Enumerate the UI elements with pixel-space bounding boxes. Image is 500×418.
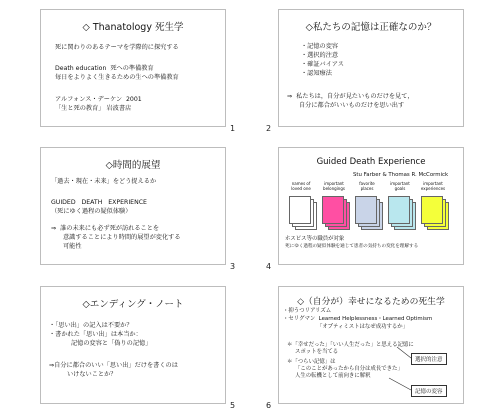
slide-number: 3	[230, 262, 236, 271]
slide-text: 可能性	[63, 243, 82, 250]
slide-title: ◇私たちの記憶は正確なのか？	[305, 22, 437, 33]
slide-text: 「生と死の教育」 岩波書店	[55, 105, 132, 112]
slide-text: 意識することにより時間的展望が変化する	[63, 234, 181, 241]
slide-title: ◇（自分が）幸せになるための死生学	[297, 297, 445, 307]
bullet-item: ・選択的注意	[301, 52, 339, 59]
slide-text: アルフォンス・デーケン 2001	[55, 96, 142, 103]
slide-text: 「過去・現在・未来」をどう捉えるか	[51, 178, 157, 185]
callout-arrows	[279, 287, 464, 404]
slide-text: （死にゆく過程の疑似体験）	[51, 208, 132, 215]
slide-text: ＊「幸せだった」「いい人生だった」と思える記憶に	[287, 342, 414, 348]
slide-text: ・書かれた「思い出」は本当か：	[49, 331, 142, 338]
slide-6	[278, 286, 464, 404]
bullet-item: ・記憶の変容	[301, 43, 339, 50]
slide-title: ◇エンディング・ノート	[82, 299, 184, 310]
slide-text: ⇒ 私たちは，自分が見たいものだけを見て，	[287, 93, 414, 100]
slide-1	[40, 9, 226, 127]
card-caption: names of loved one	[291, 181, 311, 191]
slide-text: 死に関わりのあるテーマを学際的に探究する	[55, 44, 179, 51]
slide-number: 1	[230, 124, 236, 133]
slide-text: GUIDED DEATH EXPERIENCE	[51, 199, 147, 206]
slide-title: ◇時間的展望	[105, 160, 161, 171]
slide-number: 4	[266, 262, 272, 271]
slide-text: ・「思い出」の記入は不要か？	[49, 322, 133, 329]
bullet-item: ・認知療法	[301, 70, 332, 77]
slide-text: ＊「つらい記憶」は	[287, 359, 336, 365]
slide-text: 毎日をよりよく生きるための生への準備教育	[55, 74, 179, 81]
callout-memory-change: 記憶の変容	[411, 385, 447, 397]
slide-2	[278, 9, 464, 127]
slide-text: 自分に都合がいいものだけを思い出す	[299, 102, 405, 109]
slide-number: 6	[266, 401, 272, 410]
slide-note: 死にゆく過程の疑似体験を通じて患者の気持ちの変化を理解する	[285, 244, 419, 249]
slide-text: いけないことか？	[67, 371, 117, 378]
card-caption: important goals	[390, 181, 410, 191]
slide-4	[278, 147, 464, 265]
card-caption: important experiences	[420, 181, 446, 191]
callout-selective-attention: 選択的注意	[411, 353, 447, 365]
slide-text: ・抑うつリアリズム	[283, 308, 332, 314]
slide-text: ⇒ 誰の未来にも必ず死が訪れることを	[51, 225, 160, 232]
slide-5	[40, 286, 226, 404]
slide-text: Death education 死への準備教育	[55, 65, 154, 72]
slide-title: ◇ Thanatology 死生学	[82, 22, 184, 33]
slide-text: 記憶の変容と「偽りの記憶」	[71, 340, 152, 347]
slide-text: 「このことがあったから自分は成長できた」	[295, 366, 403, 372]
slide-number: 5	[230, 401, 236, 410]
slide-text: 「オプティミストはなぜ成功するか」	[317, 324, 409, 330]
slide-note: ホスピス等の職員が対象	[285, 236, 345, 242]
bullet-item: ・確証バイアス	[301, 61, 344, 68]
slide-text: ・セリグマン Learned Helplessness・Learned Optimism	[283, 316, 433, 322]
card-caption: favorite places	[359, 181, 375, 191]
card-caption: important belongings	[323, 181, 345, 191]
slide-text: スポットを当てる	[295, 349, 339, 355]
slide-3	[40, 147, 226, 265]
slide-authors: Stu Farber & Thomas R. McCormick	[353, 172, 449, 178]
slide-text: ⇒自分に都合のいい「思い出」だけを書くのは	[49, 362, 178, 369]
slide-title: Guided Death Experience	[316, 157, 426, 167]
slide-number: 2	[266, 124, 272, 133]
slide-text: 人生の転機として前向きに解釈	[295, 373, 371, 379]
